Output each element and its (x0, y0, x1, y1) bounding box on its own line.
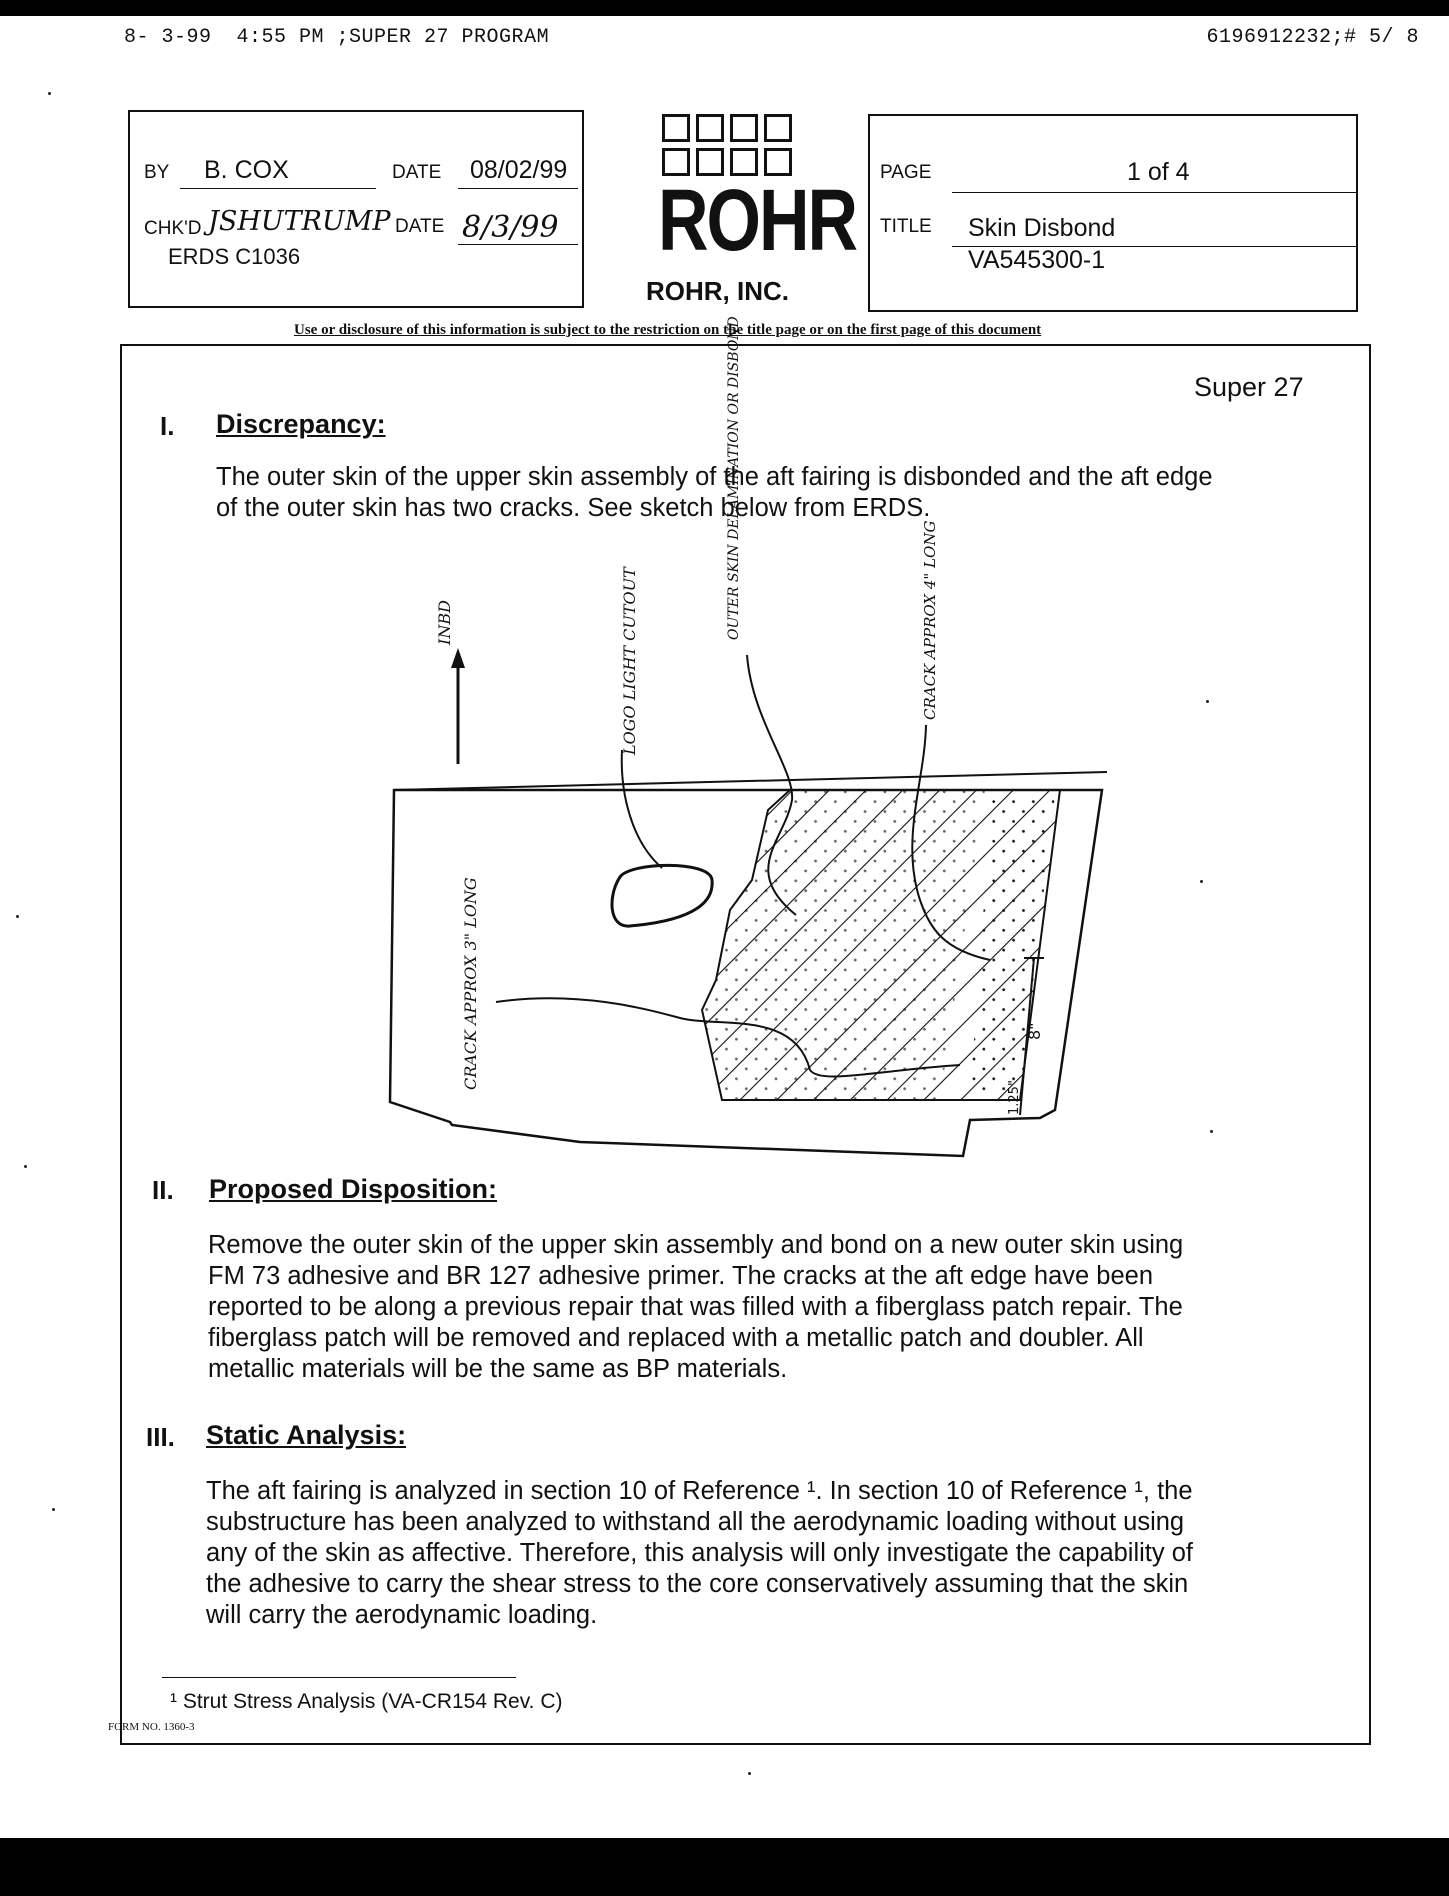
erds-number: ERDS C1036 (168, 244, 301, 269)
title-line-2: VA545300-1 (968, 246, 1106, 274)
section-2-line: FM 73 adhesive and BR 127 adhesive primer. The cracks at the aft edge have been (208, 1262, 1154, 1290)
scan-top-border (0, 0, 1449, 16)
chkd-date-value: 8/3/99 (462, 210, 559, 245)
section-3-line: the adhesive to carry the shear stress to the core conservatively assuming that the skin (206, 1570, 1189, 1598)
section-1-text (216, 462, 1213, 524)
section-2-text (208, 1230, 1183, 1385)
chkd-label: CHK'D (144, 218, 202, 239)
logo-light-cutout (612, 865, 712, 926)
scan-speck (748, 1772, 751, 1775)
company-name: ROHR, INC. (646, 276, 789, 306)
logo-square (730, 114, 758, 142)
section-1-line: of the outer skin has two cracks. See sketch below from ERDS. (216, 494, 931, 522)
by-value: B. COX (204, 156, 289, 184)
form-number: FORM NO. 1360-3 (108, 1721, 195, 1733)
logo-square (662, 114, 690, 142)
chkd-date-underline (458, 244, 578, 245)
section-3-line: The aft fairing is analyzed in section 10 of Reference ¹. In section 10 of Reference ¹, the (206, 1477, 1193, 1505)
section-3-text (206, 1476, 1193, 1631)
crack-4-text: CRACK APPROX 4" LONG (921, 520, 939, 720)
section-3-number: III. (146, 1422, 175, 1452)
title-line-1: Skin Disbond (968, 214, 1116, 242)
outer-skin-text: OUTER SKIN DELAMINATION OR DISBOND (726, 316, 742, 640)
date-underline (458, 188, 578, 189)
delamination-dots (702, 790, 985, 1100)
chkd-signature: JSHUTRUMP (208, 206, 391, 237)
section-2-line: reported to be along a previous repair that was filled with a fiberglass patch repair. The (208, 1293, 1183, 1321)
section-2-number: II. (152, 1175, 174, 1205)
scan-speck (1206, 700, 1209, 703)
dim-125-text: 1.25" (1007, 1080, 1022, 1115)
section-2-line: fiberglass patch will be removed and replaced with a metallic patch and doubler. All (208, 1324, 1144, 1352)
chkd-date-label: DATE (395, 216, 445, 237)
logo-square (696, 114, 724, 142)
page-value: 1 of 4 (1127, 158, 1190, 186)
inbd-text: INBD (435, 600, 454, 645)
section-3-line: will carry the aerodynamic loading. (206, 1601, 598, 1629)
scan-speck (52, 1508, 55, 1511)
section-3-line: substructure has been analyzed to withstand all the aerodynamic loading without using (206, 1508, 1185, 1536)
program-name: Super 27 (1194, 372, 1304, 402)
section-3-title: Static Analysis: (206, 1420, 407, 1450)
scan-speck (1200, 880, 1203, 883)
by-underline (180, 188, 376, 189)
page-title-block (868, 114, 1358, 312)
logo-light-text: LOGO LIGHT CUTOUT (620, 567, 639, 755)
logo-square (764, 114, 792, 142)
dim-8-text: 8" (1025, 1022, 1044, 1040)
date-label: DATE (392, 162, 442, 183)
crack-3-text: CRACK APPROX 3" LONG (461, 877, 480, 1090)
fax-header-right: 6196912232;# 5/ 8 (1206, 26, 1419, 49)
section-2-line: metallic materials will be the same as BP materials. (208, 1355, 788, 1383)
section-1-number: I. (160, 411, 175, 441)
scan-bottom-border (0, 1838, 1449, 1896)
by-label: BY (144, 162, 170, 183)
scan-speck (48, 92, 51, 95)
scan-speck (24, 1165, 27, 1168)
rohr-logo-word: ROHR (658, 171, 857, 269)
page-label: PAGE (880, 162, 932, 183)
footnote: ¹ Strut Stress Analysis (VA-CR154 Rev. C) (170, 1690, 563, 1713)
section-2-line: Remove the outer skin of the upper skin assembly and bond on a new outer skin using (208, 1231, 1184, 1259)
footnote-rule (162, 1677, 516, 1678)
section-1-title: Discrepancy: (216, 409, 386, 439)
section-3-line: any of the skin as affective. Therefore, this analysis will only investigate the capability of (206, 1539, 1193, 1567)
fax-header-left: 8- 3-99 4:55 PM ;SUPER 27 PROGRAM (124, 26, 550, 49)
scan-speck (1210, 1130, 1213, 1133)
scan-speck (16, 915, 19, 918)
title-label: TITLE (880, 216, 932, 237)
panel-top-edge (394, 772, 1107, 790)
page-underline (952, 192, 1358, 193)
disclosure-notice: Use or disclosure of this information is subject to the restriction on the title page or on the first page of this document (294, 322, 1042, 338)
date-value: 08/02/99 (470, 156, 568, 184)
section-1-line: The outer skin of the upper skin assembly of the aft fairing is disbonded and the aft edge (216, 463, 1213, 491)
section-2-title: Proposed Disposition: (209, 1174, 498, 1204)
